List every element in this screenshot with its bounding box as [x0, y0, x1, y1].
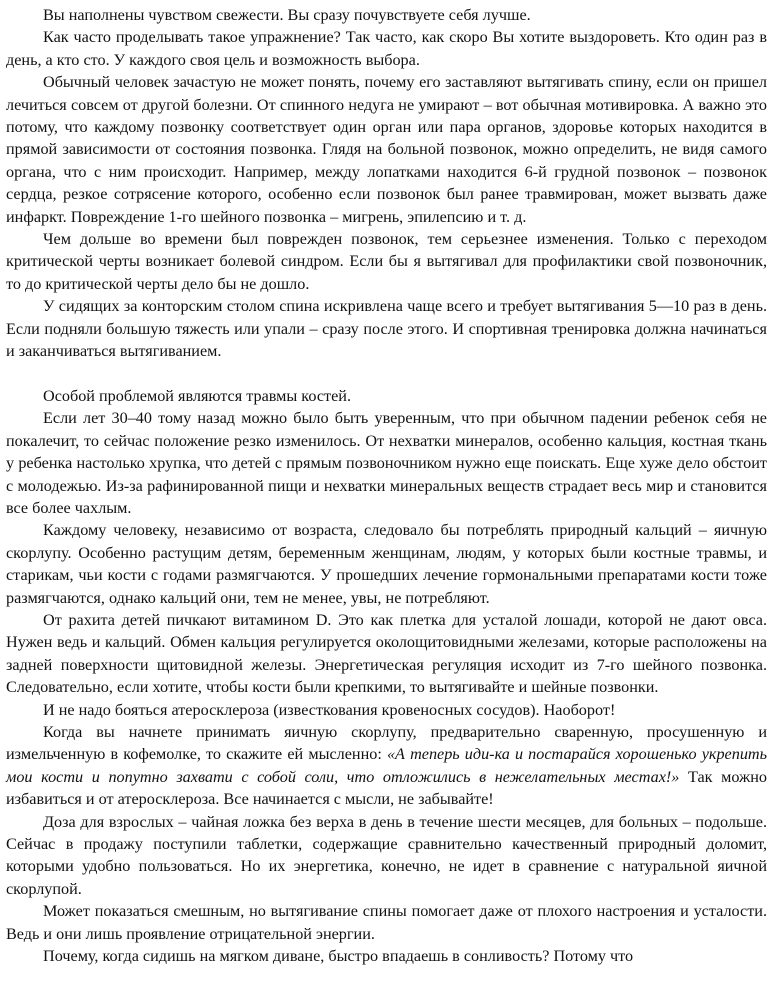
paragraph-critical-line: Чем дольше во времени был поврежден позвонок, тем серьезнее изменения. Только с переходом критической черты возникает болевой синдром. Если бы я вытягивал для профилактики свой позвоночник, то до критической черты дело бы не дошло. — [6, 230, 767, 293]
paragraph-dosage: Доза для взрослых – чайная ложка без верха в день в течение шести месяцев, для больных – подольше. Сейчас в продажу поступили таблетки, содержащие сравнительно качественный природный доломит, которыми удобно пользоваться. Но их энергетика, конечно, не идет в сравнение с натуральной яичной скорлупой. — [6, 812, 767, 898]
eggshell-intro: Когда вы начнете принимать яичную скорлупу, предварительно сваренную, просушенную и измельченную в кофемолке, то скажите ей мысленно: — [6, 722, 767, 764]
paragraph-exercise-frequency: Как часто проделывать такое упражнение? Так часто, как скоро Вы хотите выздороветь. Кто один раз в день, а кто сто. У каждого своя цель и возможность выбора. — [6, 28, 767, 69]
eggshell-outro: Так можно избавиться и от атеросклероза. Все начинается с мысли, не забывайте! — [6, 767, 767, 809]
paragraph-bone-injuries: Особой проблемой являются травмы костей. — [43, 386, 352, 405]
paragraph-calcium-shell: Каждому человеку, независимо от возраста, следовало бы потреблять природный кальций – яичную скорлупу. Особенно растущим детям, беременным женщинам, людям, у которых были костные травмы, и старикам, чьи кости с годами размягчаются. У прошедших лечение гормональными препаратами кости тоже размягчаются, однако кальций они, тем не менее, увы, не потребляют. — [6, 521, 767, 607]
paragraph-mood: Может показаться смешным, но вытягивание спины помогает даже от плохого настроения и усталости. Ведь и они лишь проявление отрицательной энергии. — [6, 902, 767, 943]
paragraph-eggshell-thought — [6, 721, 767, 811]
paragraph-minerals: Если лет 30–40 тому назад можно было быть уверенным, что при обычном падении ребенок себя не покалечит, то сейчас положение резко изменилось. От нехватки минералов, особенно кальция, костная ткань у ребенка настолько хрупка, что детей с прямым позвоночником нужно еще поискать. Еще хуже дело обстоит с молодежью. Из-за рафинированной пищи и нехватки минеральных веществ страдает весь мир и становится все более чахлым. — [6, 409, 767, 517]
paragraph-sofa: Почему, когда сидишь на мягком диване, быстро впадаешь в сонливость? Потому что — [43, 947, 634, 966]
paragraph-spine-organs: Обычный человек зачастую не может понять, почему его заставляют вытягивать спину, если он пришел лечиться совсем от другой болезни. От спинного недуга не умирают – вот обычная мотивировка. А важно это потому, что каждому позвонку соответствует один орган или пара органов, здоровье которых находится в прямой зависимости от состояния позвонка. Глядя на больной позвонок, можно определить, не видя самого органа, что с ним происходит. Например, между лопатками находится 6-й грудной позвонок – позвонок сердца, резкое сотрясение которого, особенно если позвонок был ранее травмирован, может вызвать даже инфаркт. Повреждение 1-го шейного позвонка – мигрень, эпилепсию и т. д. — [6, 73, 767, 226]
paragraph-freshness: Вы наполнены чувством свежести. Вы сразу почувствуете себя лучше. — [43, 6, 531, 24]
paragraph-vitamin-d: От рахита детей пичкают витамином D. Это как плетка для усталой лошади, которой не дают овса. Нужен ведь и кальций. Обмен кальция регулируется околощитовидными железами, которые расположены на задней поверхности щитовидной железы. Энергетическая регуляция исходит из 7-го шейного позвонка. Следовательно, если хотите, чтобы кости были крепкими, то вытягивайте и шейные позвонки. — [6, 610, 767, 697]
paragraph-atherosclerosis: И не надо бояться атеросклероза (известкования кровеносных сосудов). Наоборот! — [43, 700, 616, 719]
eggshell-quote: «А теперь иди-ка и постарайся хорошенько укрепить мои кости и попутно захвати с собой соли, что отложились в нежелательных местах!» — [6, 745, 767, 786]
paragraph-office-workers: У сидящих за конторским столом спина искривлена чаще всего и требует вытягивания 5—10 раз в день. Если подняли большую тяжесть или упали – сразу после этого. И спортивная тренировка должна начинаться и заканчиваться вытягиванием. — [6, 297, 767, 361]
